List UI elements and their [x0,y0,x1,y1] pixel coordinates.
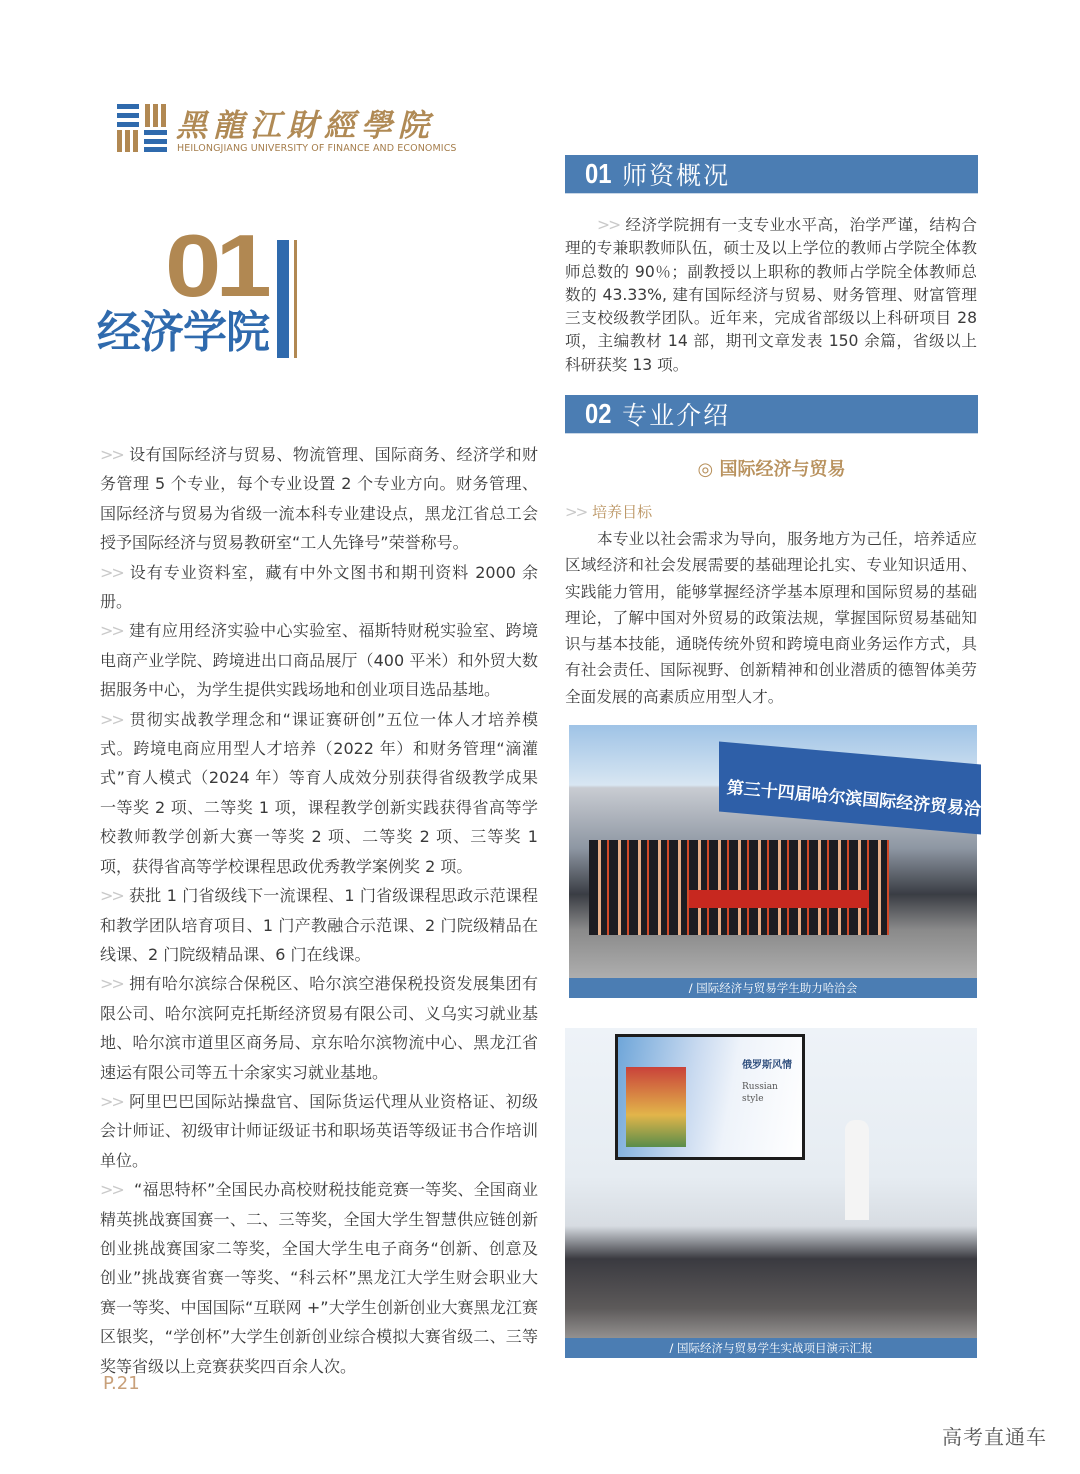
paragraph-text: 建有应用经济实验中心实验室、福斯特财税实验室、跨境电商产业学院、跨境进出口商品展厅（400 平米）和外贸大数据服务中心，为学生提供实践场地和创业项目选品基地。 [100,621,538,700]
chapter-title: 经济学院 [97,307,269,358]
left-paragraph [100,558,538,617]
section-header-faculty [565,155,978,193]
paragraph-text: 设有国际经济与贸易、物流管理、国际商务、经济学和财务管理 5 个专业，每个专业设置 2 个专业方向。财务管理、国际经济与贸易为省级一流本科专业建设点，黑龙江省总工会授予国际经济与贸易教研室“工人先锋号”荣誉称号。 [100,445,538,553]
university-logo-icon [117,104,167,152]
arrow-icon: >> [100,1091,123,1111]
section-header-majors [565,395,978,433]
left-paragraph [100,1175,538,1381]
goal-label [565,501,652,522]
paragraph-text: 设有专业资料室，藏有中外文图书和期刊资料 2000 余册。 [100,562,538,612]
chapter-number: 01 [165,216,267,315]
logo-chinese-name: 黑龍江財經學院 [176,108,435,144]
screen-subtitle: Russian style [742,1082,778,1104]
left-paragraph [100,440,538,558]
arrow-icon: >> [597,216,620,234]
left-column-text [100,440,538,1381]
decor-bar-blue [277,240,289,358]
page-number: P.21 [103,1373,140,1394]
major-title: ◎ 国际经济与贸易 [697,459,846,480]
photo-trade-fair [569,725,1016,998]
decor-bar-gold [294,240,297,358]
presenter [845,1120,869,1220]
arrow-icon: >> [100,445,123,464]
photo-project-presentation [565,1028,977,1358]
goal-paragraph: 本专业以社会需求为导向，服务地方为己任，培养适应区域经济和社会发展需要的基础理论扎实、专业知识适用、实践能力管用，能够掌握经济学基本原理和国际贸易的基础理论，了解中国对外贸易的政策法规，掌握国际贸易基础知识与基本技能，通晓传统外贸和跨境电商业务运作方式，具有社会责任、国际视野、创新精神和创业潜质的德智体美劳全面发展的高素质应用型人才。 [565,530,977,706]
screen-title: 俄罗斯风情 [742,1060,792,1071]
paragraph-text: 阿里巴巴国际站操盘官、国际货运代理从业资格证、初级会计师证、初级审计师证级证书和职场英语等级证书合作培训单位。 [100,1091,538,1170]
section-number: 02 [585,398,612,429]
section-title: 专业介绍 [622,401,731,430]
paragraph-text: 贯彻实战教学理念和“课证赛研创”五位一体人才培养模式。跨境电商应用型人才培养（2022 年）和财务管理“滴灌式”育人模式（2024 年）等育人成效分别获得省级教学成果一等奖 2 项、二等奖 1 项，课程教学创新实践获得省高等学校教师教学创新大赛一等奖 2 项、二等奖 2 项、三等奖 1 项，获得省高等学校课程思政优秀教学案例奖 2 项。 [100,709,538,876]
photo-banner-text: 第三十四届哈尔滨国际经济贸易洽谈会 [725,778,1016,824]
left-paragraph [100,1087,538,1175]
faculty-text: 经济学院拥有一支专业水平高，治学严谨，结构合理的专兼职教师队伍，硕士及以上学位的教师占学院全体教师总数的 90％；副教授以上职称的教师占学院全体教师总数的 43.33%, 建有国际经济与贸易、财务管理、财富管理三支校级教学团队。近年来，完成省部级以上科研项目 28 项，主编教材 14 部，期刊文章发表 150 余篇，省级以上科研获奖 13 项。 [565,216,977,374]
left-paragraph [100,616,538,704]
arrow-icon: >> [565,503,587,521]
arrow-icon: >> [100,1180,123,1200]
watermark: 高考直通车 [942,1425,1047,1449]
paragraph-text: 拥有哈尔滨综合保税区、哈尔滨空港保税投资发展集团有限公司、哈尔滨阿克托斯经济贸易有限公司、义乌实习就业基地、哈尔滨市道里区商务局、京东哈尔滨物流中心、黑龙江省速运有限公司等五十余家实习就业基地。 [100,974,538,1082]
left-paragraph [100,969,538,1087]
arrow-icon: >> [100,974,123,994]
student-group [589,840,889,935]
section-number: 01 [585,158,612,189]
paragraph-text: “福思特杯”全国民办高校财税技能竞赛一等奖、全国商业精英挑战赛国赛一、二、三等奖，全国大学生智慧供应链创新创业挑战赛国家二等奖，全国大学生电子商务“创新、创意及创业”挑战赛省赛一等奖、“科云杯”黑龙江大学生财会职业大赛一等奖、中国国际“互联网 +”大学生创新创业大赛黑龙江赛区银奖，“学创杯”大学生创新创业综合模拟大赛省级二、三等奖等省级以上竞赛获奖四百余人次。 [100,1180,538,1376]
goal-label-text: 培养目标 [592,503,653,521]
faculty-paragraph [565,214,977,377]
paragraph-text: 获批 1 门省级线下一流课程、1 门省级课程思政示范课程和教学团队培育项目、1 门产教融合示范课、2 门院级精品在线课、2 门院级精品课、6 门在线课。 [100,886,538,964]
photo-caption: / 国际经济与贸易学生实战项目演示汇报 [565,1338,977,1358]
red-banner [689,890,869,908]
arrow-icon: >> [100,621,123,641]
arrow-icon: >> [100,709,123,729]
left-paragraph [100,705,538,881]
photo-caption: / 国际经济与贸易学生助力哈洽会 [569,978,977,998]
presentation-screen [615,1034,805,1160]
section-title: 师资概况 [622,161,731,190]
arrow-icon: >> [100,562,123,582]
arrow-icon: >> [100,886,123,906]
logo-english-name: HEILONGJIANG UNIVERSITY OF FINANCE AND ECONOMICS [177,143,457,154]
left-paragraph [100,881,538,969]
cathedral-image [626,1067,686,1147]
